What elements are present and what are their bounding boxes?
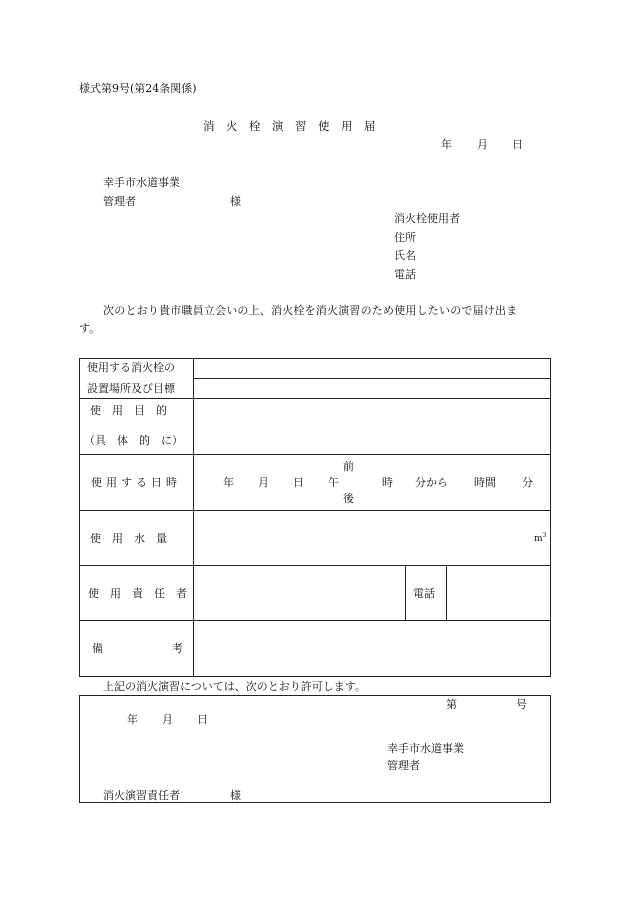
addressee-sama: 様 bbox=[230, 195, 241, 208]
dt-hours: 時間 bbox=[474, 476, 496, 489]
datetime-label: 使用する日時 bbox=[91, 476, 181, 489]
applicant-address-label: 住所 bbox=[394, 231, 416, 244]
location-label-line1: 使用する消火栓の bbox=[87, 361, 175, 374]
permit-day: 日 bbox=[197, 713, 208, 726]
addressee-org: 幸手市水道事業 bbox=[103, 176, 180, 189]
dt-hour: 時 bbox=[382, 476, 393, 489]
dt-am: 前 bbox=[343, 460, 354, 473]
remarks-label-left: 備 bbox=[92, 642, 103, 655]
water-label: 使 用 水 量 bbox=[90, 532, 167, 545]
form-number: 様式第9号(第24条関係) bbox=[79, 82, 197, 95]
permit-sama: 様 bbox=[230, 789, 241, 802]
permit-intro: 上記の消火演習については、次のとおり許可します。 bbox=[103, 680, 366, 693]
dt-month: 月 bbox=[258, 476, 269, 489]
dt-pm: 後 bbox=[343, 492, 354, 505]
date-year-label: 年 bbox=[441, 138, 452, 151]
body-text-line1: 次のとおり貴市職員立会いの上、消火栓を消火演習のため使用したいので届け出ま bbox=[103, 304, 518, 317]
applicant-phone-label: 電話 bbox=[394, 268, 416, 281]
permit-org: 幸手市水道事業 bbox=[387, 742, 464, 755]
permit-year: 年 bbox=[127, 713, 138, 726]
addressee-manager: 管理者 bbox=[103, 195, 136, 208]
permit-manager: 管理者 bbox=[387, 759, 420, 772]
purpose-label-line1: 使 用 目 的 bbox=[90, 404, 167, 417]
water-unit: $m^3$ bbox=[534, 532, 547, 544]
remarks-label-right: 考 bbox=[172, 642, 183, 655]
location-label-line2: 設置場所及び目標 bbox=[87, 382, 175, 395]
permit-no-suffix: 号 bbox=[516, 698, 527, 711]
permit-month: 月 bbox=[162, 713, 173, 726]
dt-year: 年 bbox=[223, 476, 234, 489]
applicant-name-label: 氏名 bbox=[394, 249, 416, 262]
permit-box bbox=[79, 695, 551, 803]
permit-no-prefix: 第 bbox=[446, 698, 457, 711]
permit-responsible: 消火演習責任者 bbox=[103, 789, 180, 802]
purpose-label-line2: （具 体 的 に） bbox=[84, 434, 183, 447]
applicant-heading: 消火栓使用者 bbox=[394, 212, 460, 225]
dt-min: 分 bbox=[522, 476, 533, 489]
dt-go: 午 bbox=[328, 476, 339, 489]
dt-min-from: 分から bbox=[415, 476, 448, 489]
body-text-line2: す。 bbox=[79, 322, 101, 335]
manager-phone-label: 電話 bbox=[413, 587, 435, 600]
manager-label: 使 用 責 任 者 bbox=[88, 587, 187, 600]
dt-day: 日 bbox=[293, 476, 304, 489]
page-title: 消 火 栓 演 習 使 用 届 bbox=[203, 119, 376, 133]
date-day-label: 日 bbox=[512, 138, 523, 151]
date-month-label: 月 bbox=[477, 138, 488, 151]
